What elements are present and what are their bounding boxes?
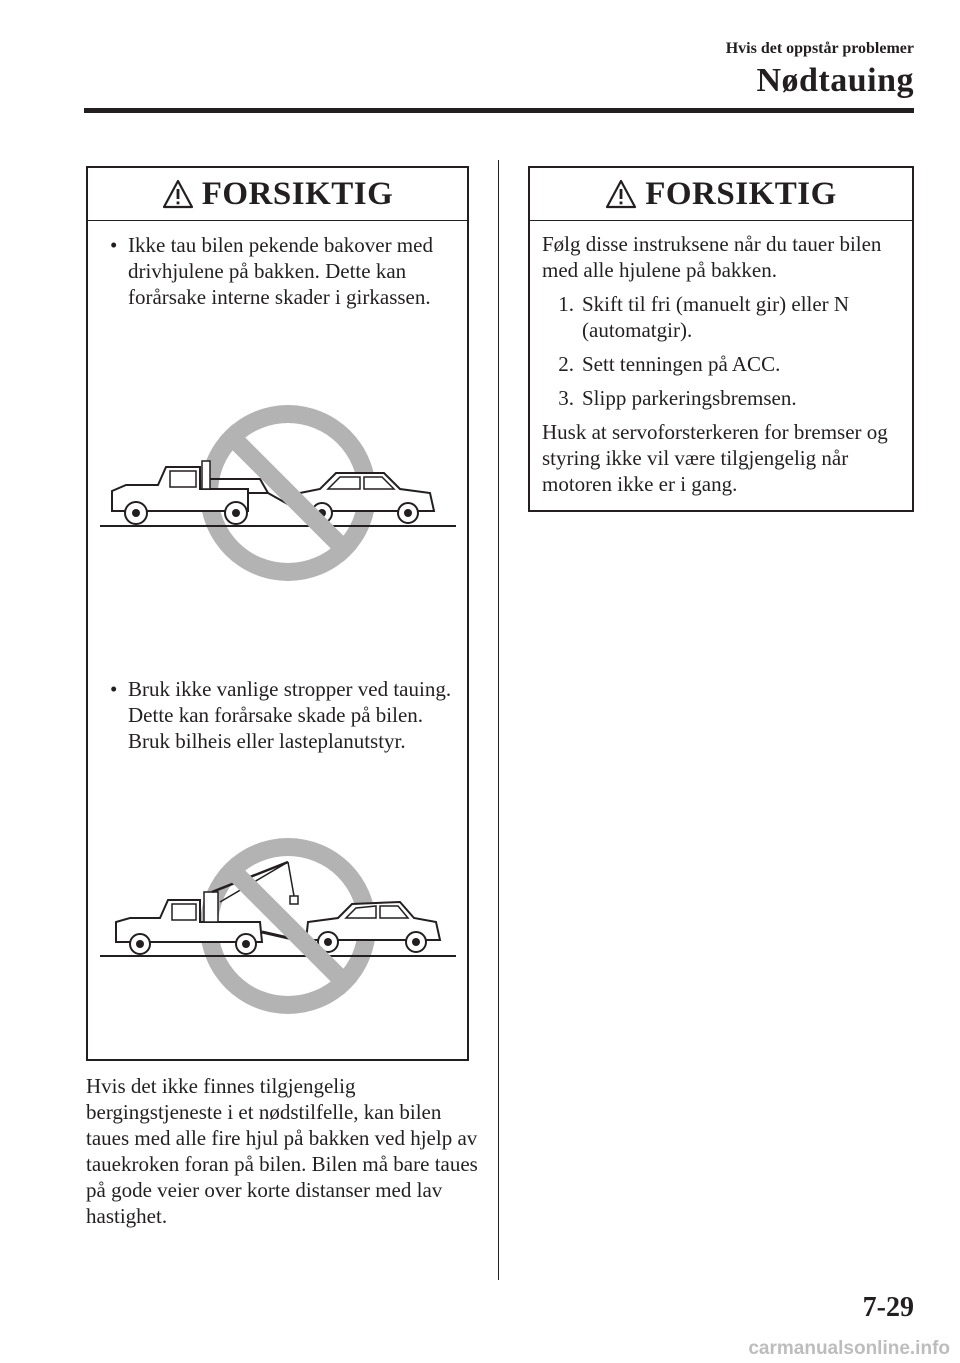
step-text: Slipp parkeringsbremsen. bbox=[582, 386, 797, 410]
page-number: 7-29 bbox=[862, 1292, 914, 1323]
caution-outro: Husk at servoforsterkeren for bremser og styring ikke vil være tilgjengelig når motoren ikke er i gang. bbox=[542, 420, 888, 496]
step-text: Skift til fri (manuelt gir) eller N (automatgir). bbox=[582, 292, 850, 342]
body-paragraph: Hvis det ikke finnes tilgjengelig bergingstjeneste i et nødstilfelle, kan bilen taues med alle fire hjul på bakken ved hjelp av tauekroken foran på bilen. Bilen må bare taues på gode veier over korte distanser med lav hastighet. bbox=[86, 1074, 478, 1228]
list-item bbox=[548, 351, 898, 377]
illustration-tow-truck-rear bbox=[100, 393, 460, 593]
list-item bbox=[548, 385, 898, 411]
step-number: 3. bbox=[558, 386, 574, 410]
step-text: Sett tenningen på ACC. bbox=[582, 352, 781, 376]
warning-triangle-icon bbox=[605, 179, 637, 209]
caution-bullet bbox=[110, 232, 468, 310]
caution-content bbox=[530, 221, 912, 497]
column-divider bbox=[498, 160, 499, 1280]
bullet-marker: • bbox=[110, 677, 118, 701]
caution-intro: Følg disse instruksene når du tauer bilen med alle hjulene på bakken. bbox=[542, 232, 882, 282]
watermark: carmanualsonline.info bbox=[748, 1338, 950, 1359]
warning-triangle-icon bbox=[162, 179, 194, 209]
caution-box-left bbox=[86, 166, 469, 1061]
header-section: Hvis det oppstår problemer bbox=[725, 40, 914, 57]
bullet-text: Bruk ikke vanlige stropper ved tauing. Dette kan forårsake skade på bilen. Bruk bilheis eller lasteplanutstyr. bbox=[128, 677, 452, 753]
caution-bullet bbox=[110, 676, 468, 754]
bullet-text: Ikke tau bilen pekende bakover med drivhjulene på bakken. Dette kan forårsake interne skader i girkassen. bbox=[128, 233, 433, 309]
caution-header bbox=[88, 168, 467, 221]
step-number: 1. bbox=[558, 292, 574, 316]
illustration-tow-sling bbox=[100, 826, 460, 1026]
caution-box-right bbox=[528, 166, 914, 512]
caution-title: FORSIKTIG bbox=[201, 175, 394, 212]
steps-list bbox=[548, 291, 898, 411]
bullet-marker: • bbox=[110, 233, 118, 257]
caution-title: FORSIKTIG bbox=[645, 175, 837, 212]
caution-header bbox=[530, 168, 912, 221]
list-item bbox=[548, 291, 898, 343]
header-rule bbox=[84, 108, 914, 113]
page-title: Nødtauing bbox=[756, 62, 914, 99]
step-number: 2. bbox=[558, 352, 574, 376]
